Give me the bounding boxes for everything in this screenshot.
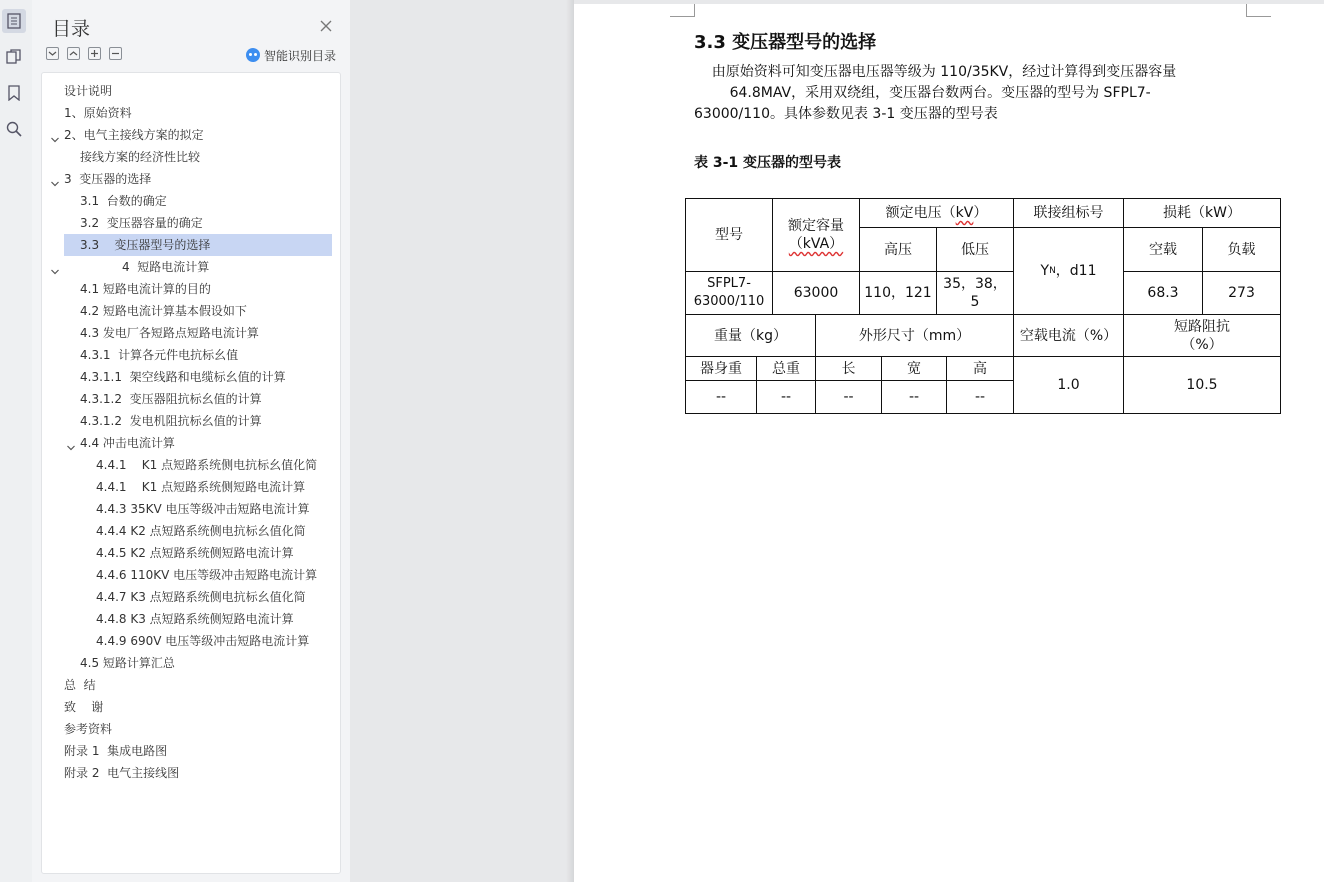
td-short-circuit-impedance: 10.5 <box>1123 356 1281 414</box>
th-rated-voltage-end: ） <box>973 205 988 221</box>
th-capacity-line2: （kVA） <box>788 236 844 252</box>
toc-toolbar <box>46 47 122 63</box>
group-rest: ，d11 <box>1055 263 1097 279</box>
th-rated-voltage <box>859 198 1014 228</box>
toc-item[interactable]: 4.4.1 K1 点短路系统侧电抗标幺值化简 <box>96 458 318 472</box>
toc-item[interactable]: 3.3 变压器型号的选择 <box>64 234 332 256</box>
toc-list <box>41 72 341 874</box>
toc-item[interactable]: 3.1 台数的确定 <box>80 194 167 208</box>
toc-item[interactable]: 4.4.6 110KV 电压等级冲击短路电流计算 <box>96 568 318 582</box>
td-length: -- <box>815 380 882 414</box>
td-connection-group <box>1013 227 1124 315</box>
th-height: 高 <box>946 356 1014 381</box>
toc-item[interactable]: 4.4.4 K2 点短路系统侧电抗标幺值化简 <box>96 524 306 538</box>
toc-item[interactable]: 附录 1 集成电路图 <box>64 744 168 758</box>
document-page <box>574 4 1324 882</box>
toc-item[interactable]: 4.4 冲击电流计算 <box>80 436 175 450</box>
toc-item[interactable]: 4.4.9 690V 电压等级冲击短路电流计算 <box>96 634 310 648</box>
toc-panel <box>32 0 350 882</box>
td-width: -- <box>881 380 947 414</box>
collapse-all-icon[interactable] <box>46 47 59 60</box>
smart-toc-button[interactable] <box>246 47 336 63</box>
toc-item[interactable]: 总 结 <box>64 678 96 692</box>
td-high-voltage: 110，121 <box>859 271 937 315</box>
bookmark-icon[interactable] <box>2 81 26 105</box>
td-no-load: 68.3 <box>1123 271 1203 315</box>
toc-item[interactable]: 4.4.5 K2 点短路系统侧短路电流计算 <box>96 546 294 560</box>
th-short-circuit-impedance: 短路阻抗（%） <box>1123 314 1281 357</box>
toc-item[interactable]: 4.3.1 计算各元件电抗标幺值 <box>80 348 239 362</box>
td-low-voltage: 35，38，5 <box>936 271 1014 315</box>
toc-item[interactable]: 4.4.3 35KV 电压等级冲击短路电流计算 <box>96 502 310 516</box>
toc-title: 目录 <box>52 18 91 40</box>
toc-item[interactable]: 4.1 短路电流计算的目的 <box>80 282 211 296</box>
th-rated-voltage-label: 额定电压（ <box>885 205 956 221</box>
td-height: -- <box>946 380 1014 414</box>
th-loss: 损耗（kW） <box>1123 198 1281 228</box>
toc-item[interactable]: 4.3.1.2 变压器阻抗标幺值的计算 <box>80 392 262 406</box>
toc-item[interactable]: 参考资料 <box>64 722 113 736</box>
table-caption: 表 3-1 变压器的型号表 <box>694 155 842 171</box>
group-sub: N <box>1049 266 1056 276</box>
toc-item[interactable]: 4.4.1 K1 点短路系统侧短路电流计算 <box>96 480 306 494</box>
paragraph-line: 63000/110。具体参数见表 3-1 变压器的型号表 <box>694 106 998 122</box>
toc-item[interactable]: 4.3.1.2 发电机阻抗标幺值的计算 <box>80 414 262 428</box>
th-width: 宽 <box>881 356 947 381</box>
toc-item[interactable]: 4.4.8 K3 点短路系统侧短路电流计算 <box>96 612 294 626</box>
smart-toc-label: 智能识别目录 <box>264 48 337 63</box>
td-no-load-current: 1.0 <box>1013 356 1124 414</box>
th-model: 型号 <box>685 198 773 272</box>
th-weight: 重量（kg） <box>685 314 816 357</box>
toc-item[interactable]: 4.4.7 K3 点短路系统侧电抗标幺值化简 <box>96 590 306 604</box>
td-model: SFPL7-63000/110 <box>685 271 773 315</box>
th-body-weight: 器身重 <box>685 356 757 381</box>
body-paragraph <box>694 62 1234 125</box>
icon-rail <box>0 0 33 882</box>
th-dimensions: 外形尺寸（mm） <box>815 314 1014 357</box>
toc-item[interactable]: 4.5 短路计算汇总 <box>80 656 175 670</box>
th-low-voltage: 低压 <box>936 227 1014 272</box>
paragraph-line: 64.8MAV，采用双绕组，变压器台数两台。变压器的型号为 SFPL7- <box>694 85 1151 101</box>
margin-mark <box>1246 4 1271 17</box>
th-no-load-current: 空载电流（%） <box>1013 314 1124 357</box>
toc-item[interactable]: 3 变压器的选择 <box>64 172 152 186</box>
th-high-voltage: 高压 <box>859 227 937 272</box>
toc-item[interactable]: 致 谢 <box>64 700 104 714</box>
td-capacity: 63000 <box>772 271 860 315</box>
toc-item[interactable]: 设计说明 <box>64 84 113 98</box>
outline-icon[interactable] <box>2 9 26 33</box>
close-icon[interactable] <box>319 18 333 32</box>
toc-item[interactable]: 1、原始资料 <box>64 106 132 120</box>
expand-all-icon[interactable] <box>67 47 80 60</box>
toc-item[interactable]: 4 短路电流计算 <box>122 260 210 274</box>
canvas-gutter <box>350 0 574 882</box>
paragraph-line: 由原始资料可知变压器电压器等级为 110/35KV，经过计算得到变压器容量 <box>694 64 1177 80</box>
th-capacity <box>772 198 860 272</box>
th-connection-group: 联接组标号 <box>1013 198 1124 228</box>
toc-item[interactable]: 接线方案的经济性比较 <box>80 150 201 164</box>
toc-item[interactable]: 附录 2 电气主接线图 <box>64 766 180 780</box>
td-total-weight: -- <box>756 380 816 414</box>
toc-item[interactable]: 4.2 短路电流计算基本假设如下 <box>80 304 247 318</box>
remove-heading-icon[interactable] <box>109 47 122 60</box>
th-rated-voltage-unit: kV <box>955 205 974 221</box>
th-load: 负载 <box>1202 227 1281 272</box>
ai-icon <box>246 48 260 62</box>
th-total-weight: 总重 <box>756 356 816 381</box>
td-body-weight: -- <box>685 380 757 414</box>
group-y: Y <box>1040 263 1050 279</box>
toc-item[interactable]: 2、电气主接线方案的拟定 <box>64 128 204 142</box>
toc-item[interactable]: 3.2 变压器容量的确定 <box>80 216 203 230</box>
add-heading-icon[interactable] <box>88 47 101 60</box>
th-capacity-line1: 额定容量 <box>788 218 844 234</box>
toc-item[interactable]: 4.3.1.1 架空线路和电缆标幺值的计算 <box>80 370 286 384</box>
search-icon[interactable] <box>2 117 26 141</box>
th-length: 长 <box>815 356 882 381</box>
page-shadow <box>566 0 574 882</box>
th-no-load: 空载 <box>1123 227 1203 272</box>
td-load: 273 <box>1202 271 1281 315</box>
toc-item[interactable]: 4.3 发电厂各短路点短路电流计算 <box>80 326 259 340</box>
section-heading: 3.3 变压器型号的选择 <box>694 32 877 53</box>
margin-mark <box>670 4 695 17</box>
pages-icon[interactable] <box>2 45 26 69</box>
